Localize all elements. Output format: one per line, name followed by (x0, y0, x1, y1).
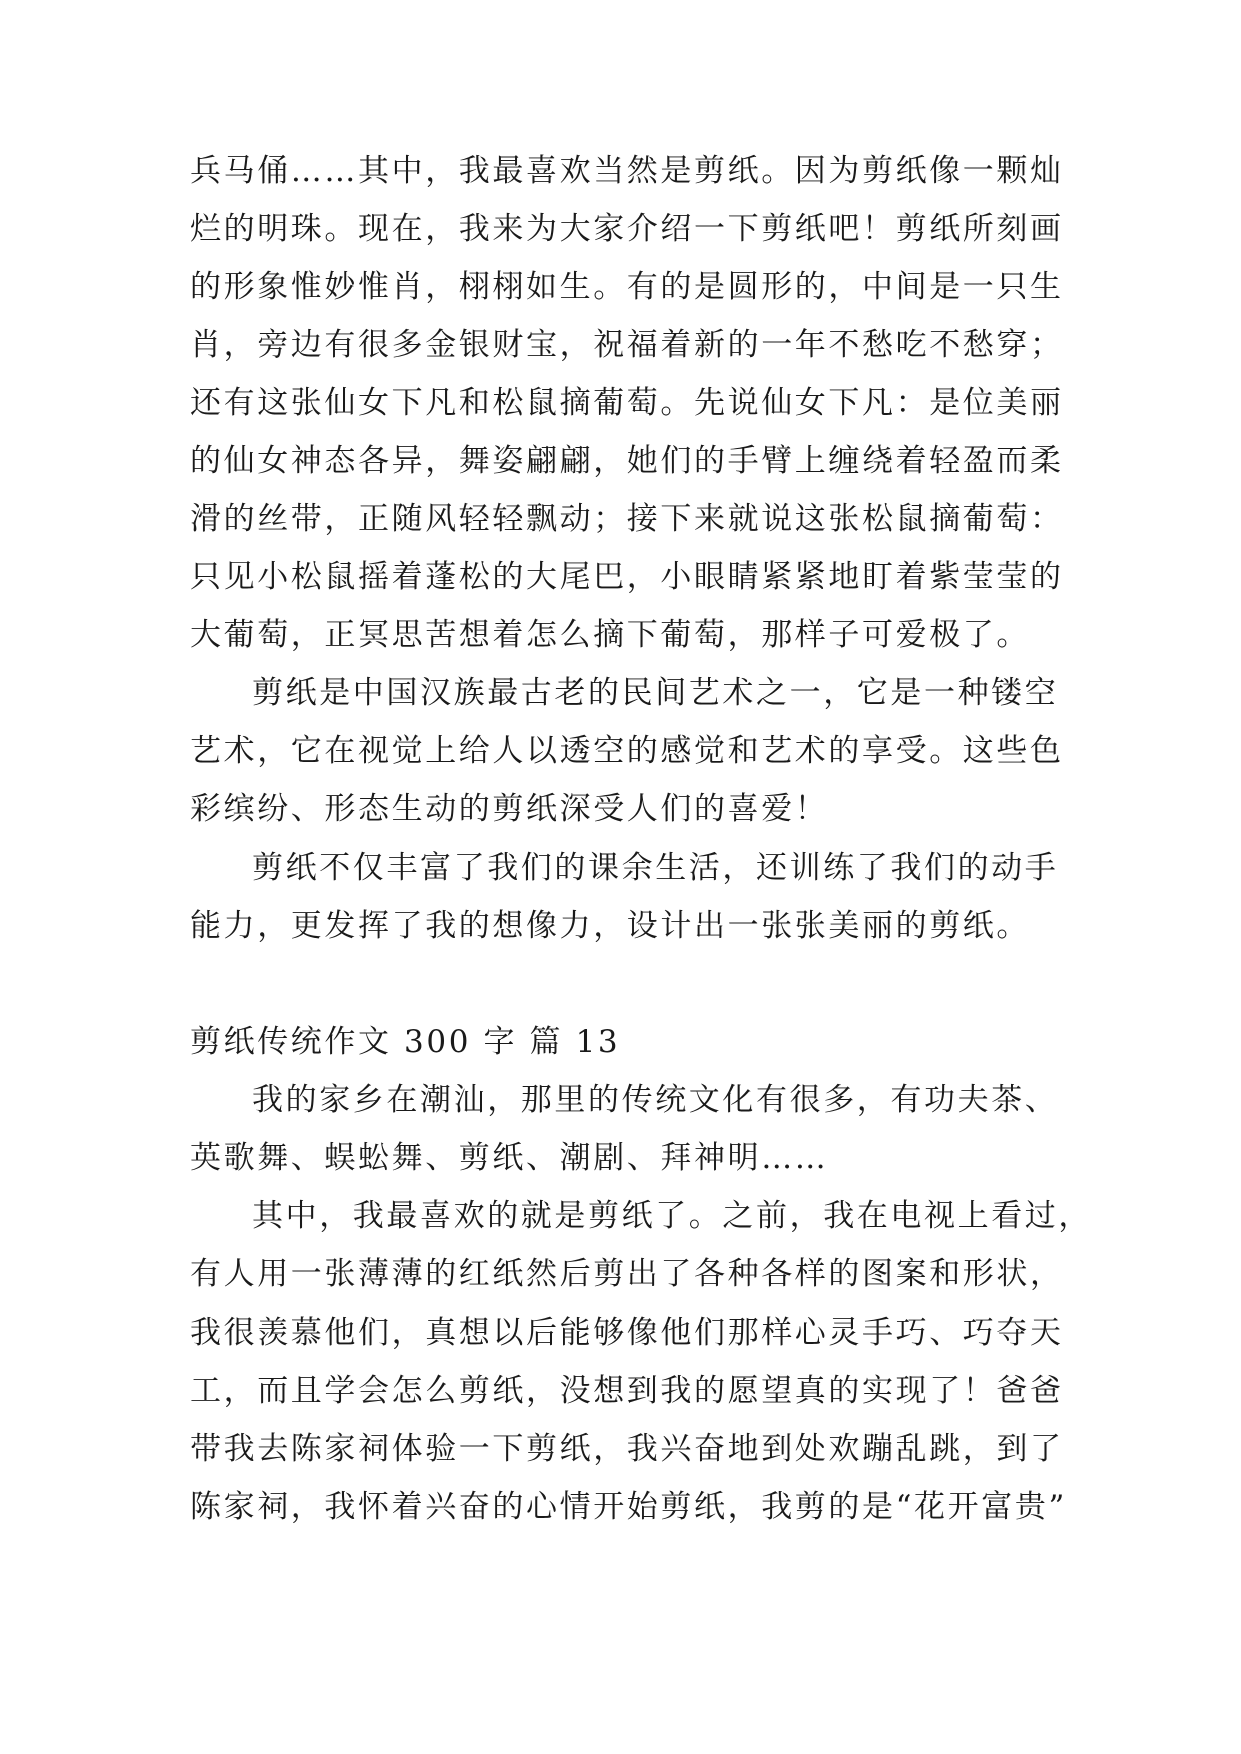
text-line: 只见小松鼠摇着蓬松的大尾巴，小眼睛紧紧地盯着紫莹莹的 (190, 559, 1064, 595)
text-line: 的仙女神态各异，舞姿翩翩，她们的手臂上缠绕着轻盈而柔 (190, 443, 1064, 479)
text-line: 兵马俑……其中，我最喜欢当然是剪纸。因为剪纸像一颗灿 (190, 153, 1064, 189)
text-line: 剪纸是中国汉族最古老的民间艺术之一，它是一种镂空 (252, 675, 1059, 711)
text-line: 英歌舞、蜈蚣舞、剪纸、潮剧、拜神明…… (190, 1140, 829, 1176)
text-line: 艺术，它在视觉上给人以透空的感觉和艺术的享受。这些色 (190, 733, 1064, 769)
section-heading: 剪纸传统作文 300 字 篇 13 (190, 1024, 621, 1060)
text-line: 还有这张仙女下凡和松鼠摘葡萄。先说仙女下凡：是位美丽 (190, 385, 1064, 421)
text-line: 带我去陈家祠体验一下剪纸，我兴奋地到处欢蹦乱跳，到了 (190, 1431, 1064, 1467)
text-line: 烂的明珠。现在，我来为大家介绍一下剪纸吧！剪纸所刻画 (190, 211, 1064, 247)
text-line: 彩缤纷、形态生动的剪纸深受人们的喜爱！ (190, 791, 829, 827)
text-line: 我的家乡在潮汕，那里的传统文化有很多，有功夫茶、 (252, 1082, 1059, 1118)
text-line: 陈家祠，我怀着兴奋的心情开始剪纸，我剪的是“花开富贵” (190, 1489, 1067, 1525)
text-line: 我很羡慕他们，真想以后能够像他们那样心灵手巧、巧夺天 (190, 1315, 1064, 1351)
text-line: 能力，更发挥了我的想像力，设计出一张张美丽的剪纸。 (190, 908, 1030, 944)
text-line: 肖，旁边有很多金银财宝，祝福着新的一年不愁吃不愁穿； (190, 327, 1064, 363)
text-line: 的形象惟妙惟肖，栩栩如生。有的是圆形的，中间是一只生 (190, 269, 1064, 305)
text-line: 其中，我最喜欢的就是剪纸了。之前，我在电视上看过， (252, 1198, 1092, 1234)
text-line: 滑的丝带，正随风轻轻飘动；接下来就说这张松鼠摘葡萄： (190, 501, 1064, 537)
text-line: 有人用一张薄薄的红纸然后剪出了各种各样的图案和形状， (190, 1256, 1064, 1292)
text-line: 工，而且学会怎么剪纸，没想到我的愿望真的实现了！爸爸 (190, 1373, 1064, 1409)
text-line: 大葡萄，正冥思苦想着怎么摘下葡萄，那样子可爱极了。 (190, 617, 1030, 653)
text-line: 剪纸不仅丰富了我们的课余生活，还训练了我们的动手 (252, 850, 1059, 886)
